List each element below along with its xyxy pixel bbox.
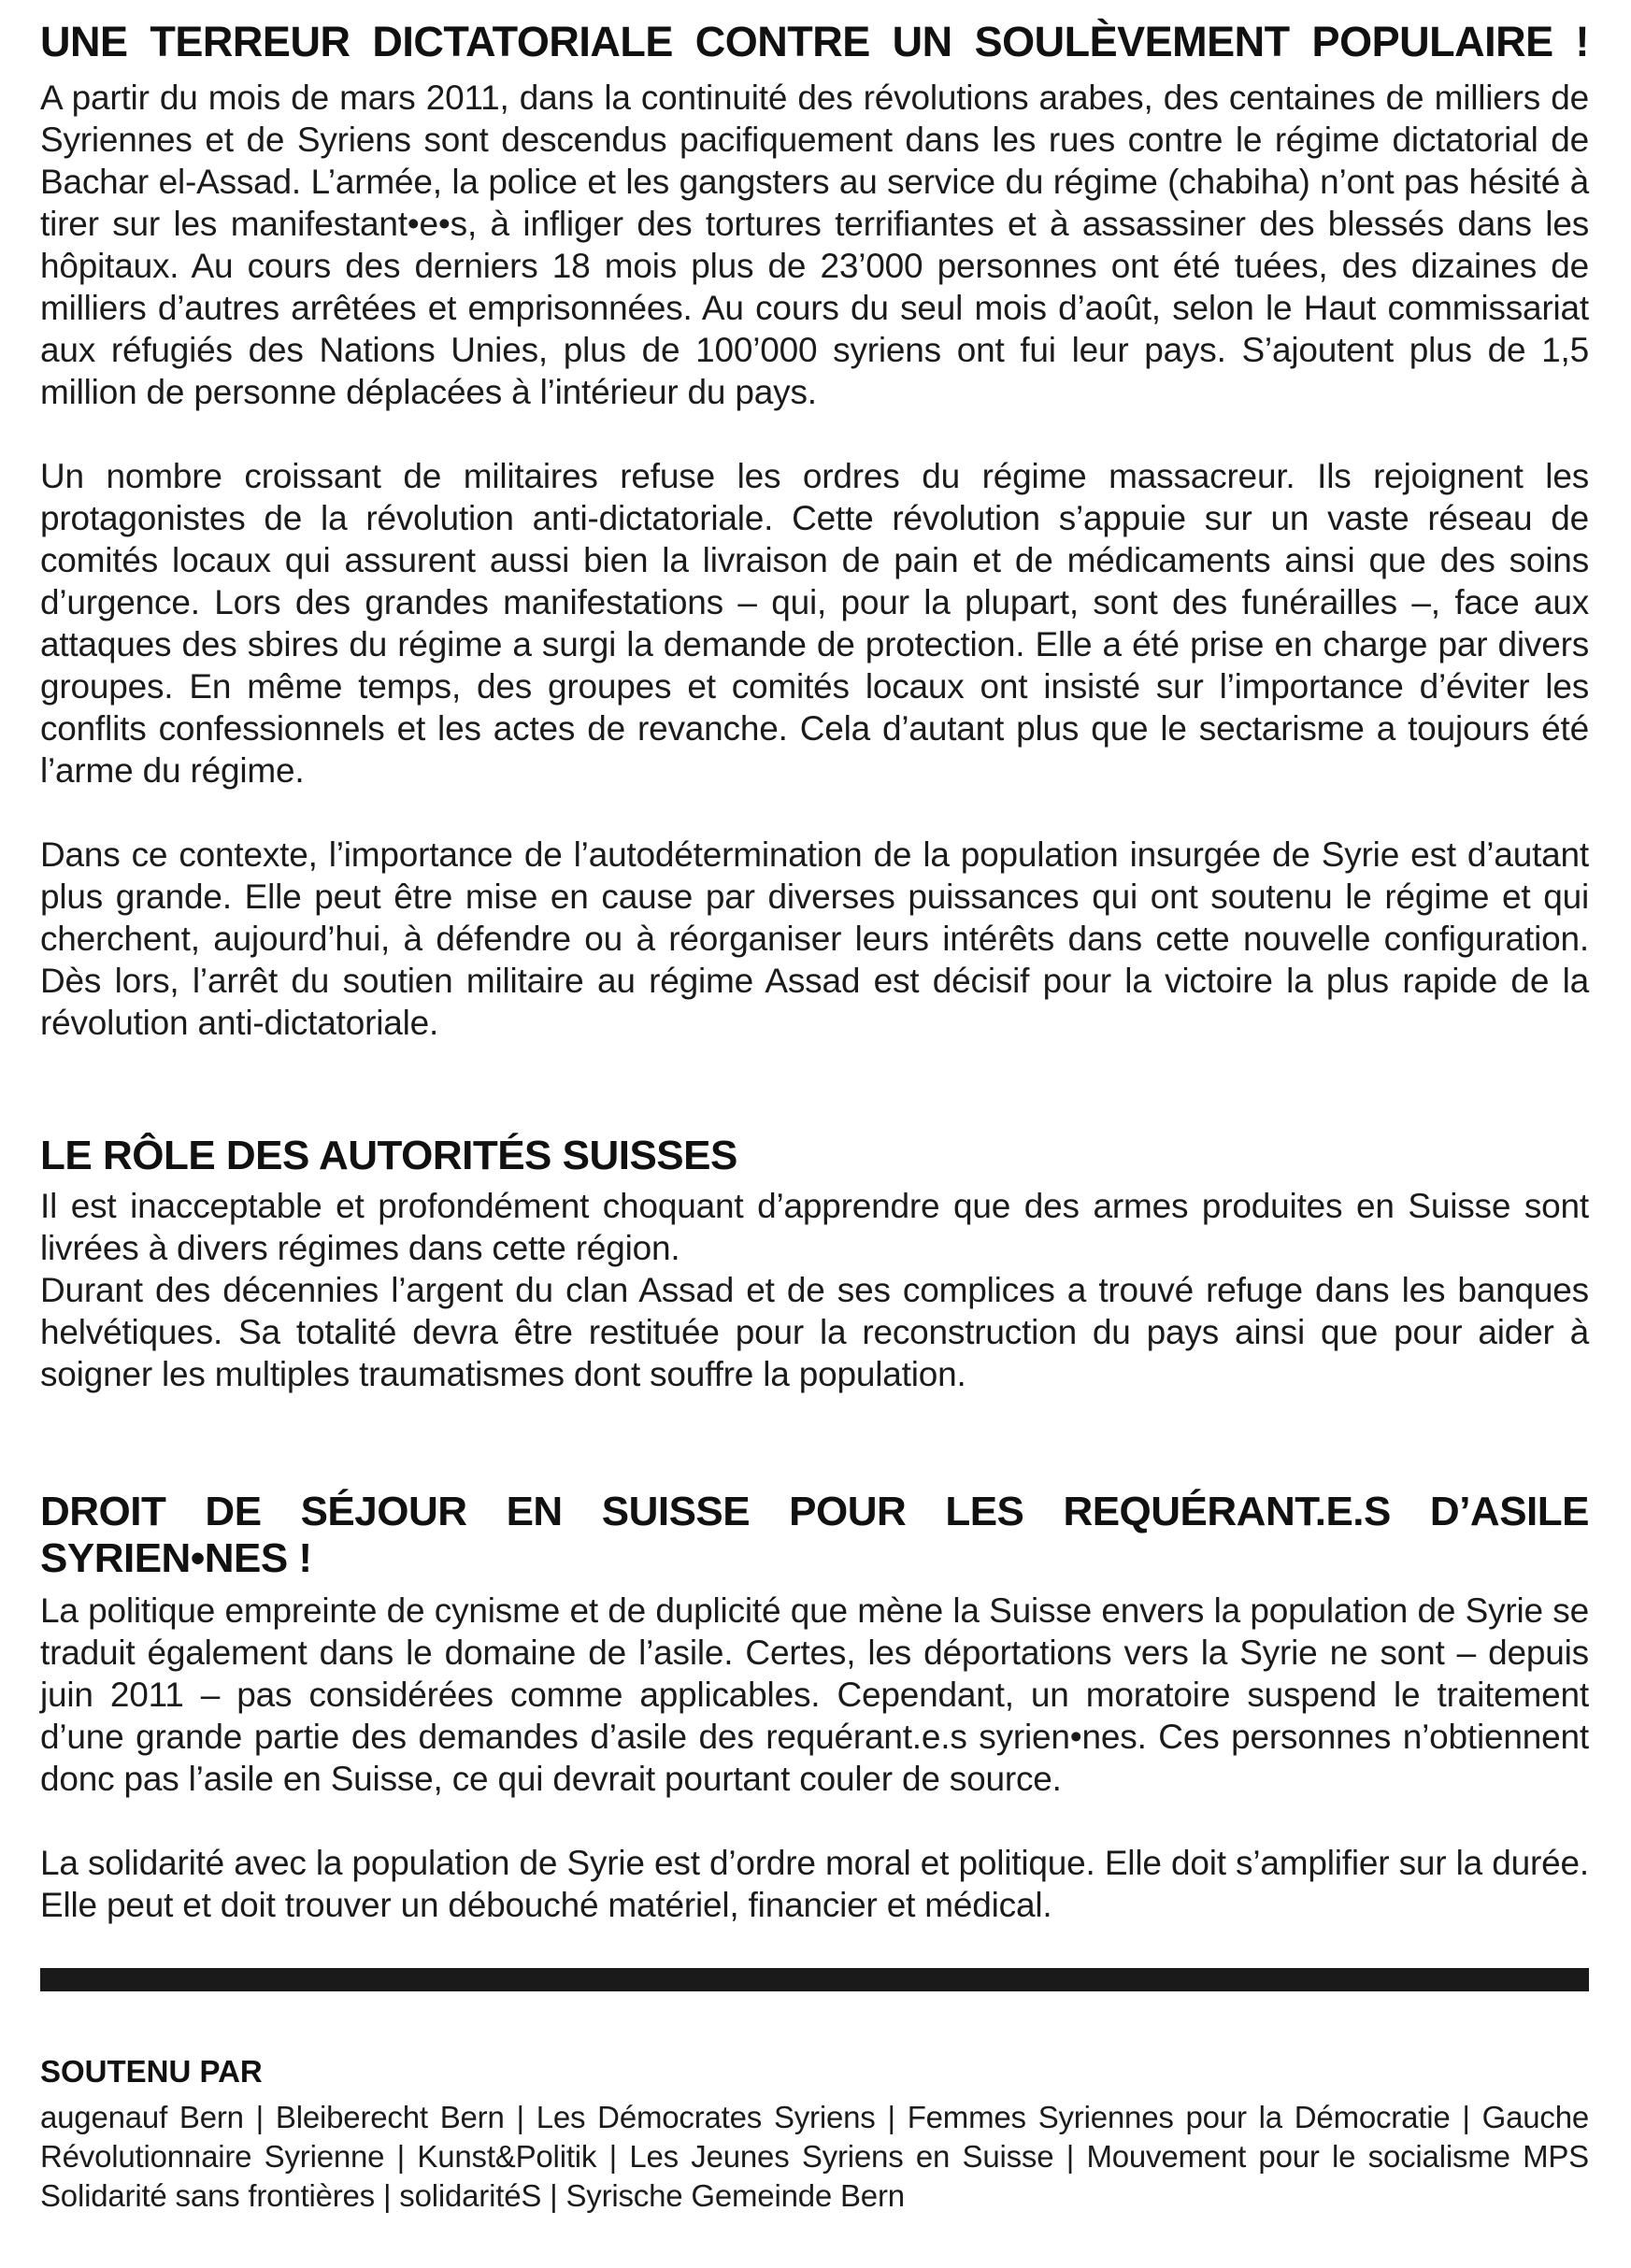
main-headline: UNE TERREUR DICTATORIALE CONTRE UN SOULÈVEMENT POPULAIRE ! [40,18,1589,65]
supporters-list: augenauf Bern | Bleiberecht Bern | Les Démocrates Syriens | Femmes Syriennes pour la Démocratie | Gauche Révolutionnaire Syrienne | Kunst&Politik | Les Jeunes Syriens en Suisse | Mouvement pour le socialisme MPS Solidarité sans frontières | solidaritéS | Syrische Gemeinde Bern [40,2100,1589,2213]
section-heading-swiss-authorities: LE RÔLE DES AUTORITÉS SUISSES [40,1133,737,1178]
intro-paragraph-3: Dans ce contexte, l’importance de l’autodétermination de la population insurgée de Syrie est d’autant plus grande. Elle peut être mise en cause par diverses puissances qui ont soutenu le régime et qui cherchent, aujourd’hui, à défendre ou à réorganiser leurs intérêts dans cette nouvelle configuration. Dès lors, l’arrêt du soutien militaire au régime Assad est décisif pour la victoire la plus rapide de la révolution anti-dictatoriale. [40,835,1589,1042]
section-swiss-authorities-text [40,1185,1589,1395]
intro-paragraph-2: Un nombre croissant de militaires refuse les ordres du régime massacreur. Ils rejoignent les protagonistes de la révolution anti-dictatoriale. Cette révolution s’appuie sur un vaste réseau de comités locaux qui assurent aussi bien la livraison de pain et de médicaments ainsi que des soins d’urgence. Lors des grandes manifestations – qui, pour la plupart, sont des funérailles –, face aux attaques des sbires du régime a surgi la demande de protection. Elle a été prise en charge par divers groupes. En même temps, des groupes et comités locaux ont insisté sur l’importance d’éviter les conflits confessionnels et les actes de revanche. Cela d’autant plus que le sectarisme a toujours été l’arme du régime. [40,457,1589,790]
asylum-paragraph-2: La solidarité avec la population de Syrie est d’ordre moral et politique. Elle doit s’amplifier sur la durée. Elle peut et doit trouver un débouché matériel, financier et médical. [40,1844,1589,1924]
section-heading-right-of-residence [40,1489,1589,1582]
right-of-residence-heading-line-1: DROIT DE SÉJOUR EN SUISSE POUR LES REQUÉRANT.E.S D’ASILE [40,1489,1589,1534]
swiss-authorities-paragraph-2: Durant des décennies l’argent du clan Assad et de ses complices a trouvé refuge dans les banques helvétiques. Sa totalité devra être restituée pour la reconstruction du pays ainsi que pour aider à soigner les multiples traumatismes dont souffre la population. [40,1271,1589,1393]
right-of-residence-heading-line-2: SYRIEN•NES ! [40,1535,312,1581]
asylum-paragraph-1: La politique empreinte de cynisme et de duplicité que mène la Suisse envers la population de Syrie se traduit également dans le domaine de l’asile. Certes, les déportations vers la Syrie ne sont – depuis juin 2011 – pas considérées comme applicables. Cependant, un moratoire suspend le traitement d’une grande partie des demandes d’asile des requérant.e.s syrien•nes. Ces personnes n’obtiennent donc pas l’asile en Suisse, ce qui devrait pourtant couler de source. [40,1591,1589,1798]
supporters-heading: SOUTENU PAR [40,2054,263,2089]
swiss-authorities-paragraph-1: Il est inacceptable et profondément choquant d’apprendre que des armes produites en Suisse sont livrées à divers régimes dans cette région. [40,1187,1589,1267]
intro-paragraph-1: A partir du mois de mars 2011, dans la continuité des révolutions arabes, des centaines de milliers de Syriennes et de Syriens sont descendus pacifiquement dans les rues contre le régime dictatorial de Bachar el-Assad. L’armée, la police et les gangsters au service du régime (chabiha) n’ont pas hésité à tirer sur les manifestant•e•s, à infliger des tortures terrifiantes et à assassiner des blessés dans les hôpitaux. Au cours des derniers 18 mois plus de 23’000 personnes ont été tuées, des dizaines de milliers d’autres arrêtées et emprisonnées. Au cours du seul mois d’août, selon le Haut commissariat aux réfugiés des Nations Unies, plus de 100’000 syriens ont fui leur pays. S’ajoutent plus de 1,5 million de personne déplacées à l’intérieur du pays. [40,78,1589,411]
divider-rule [40,1968,1589,1991]
